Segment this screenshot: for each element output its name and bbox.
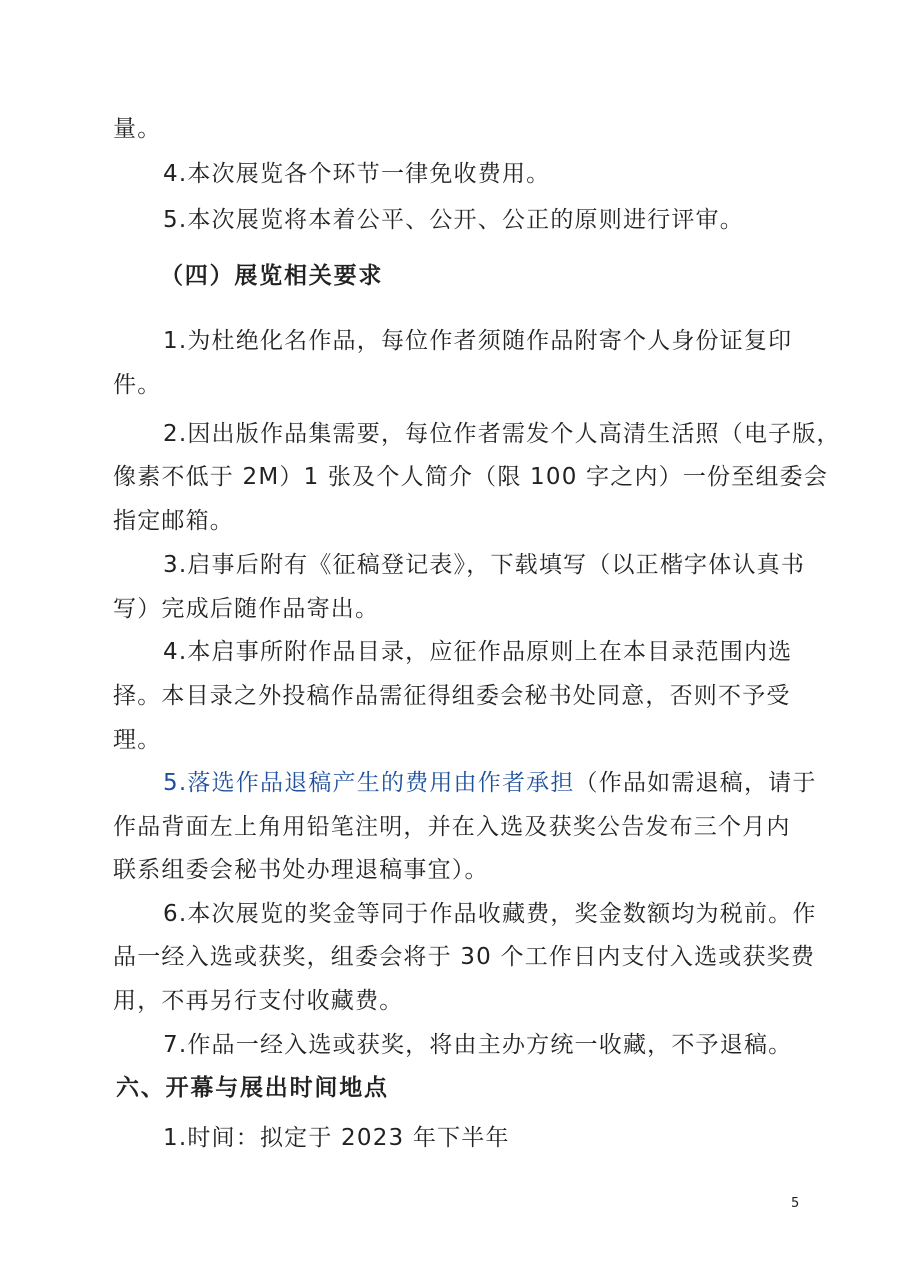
paragraph-line: 品一经入选或获奖，组委会将于 30 个工作日内支付入选或获奖费 [113,944,816,970]
paragraph-line: 1.时间：拟定于 2023 年下半年 [163,1125,510,1151]
paragraph-line: 2.因出版作品集需要，每位作者需发个人高清生活照（电子版， [163,421,841,447]
paragraph-line: 联系组委会秘书处办理退稿事宜）。 [113,857,489,883]
paragraph-line: 7.作品一经入选或获奖，将由主办方统一收藏，不予退稿。 [163,1032,793,1058]
paragraph-line: 像素不低于 2M）1 张及个人简介（限 100 字之内）一份至组委会 [113,464,829,490]
paragraph-line: 写）完成后随作品寄出。 [113,596,380,622]
paragraph-line: 择。本目录之外投稿作品需征得组委会秘书处同意，否则不予受 [113,683,791,709]
paragraph-line: 理。 [113,727,162,753]
highlighted-text: 5.落选作品退稿产生的费用由作者承担 [163,770,575,796]
page-number: 5 [791,1196,800,1211]
paragraph-line: 作品背面左上角用铅笔注明，并在入选及获奖公告发布三个月内 [113,814,791,840]
paragraph-line: 3.启事后附有《征稿登记表》，下载填写（以正楷字体认真书 [163,552,806,578]
paragraph-line: 量。 [113,116,162,142]
section-heading-6: 六、开幕与展出时间地点 [116,1075,389,1101]
paragraph-line: 5.本次展览将本着公平、公开、公正的原则进行评审。 [163,207,744,233]
paragraph-line: 4.本次展览各个环节一律免收费用。 [163,161,551,187]
paragraph-line [163,767,817,799]
paragraph-line: 用，不再另行支付收藏费。 [113,988,404,1014]
section-heading-4: （四）展览相关要求 [160,263,384,289]
paragraph-line: 6.本次展览的奖金等同于作品收藏费，奖金数额均为税前。作 [163,901,817,927]
paragraph-line: 4.本启事所附作品目录，应征作品原则上在本目录范围内选 [163,639,793,665]
paragraph-text: （作品如需退稿，请于 [574,770,817,796]
paragraph-line: 件。 [113,372,162,398]
paragraph-line: 1.为杜绝化名作品，每位作者须随作品附寄个人身份证复印 [163,328,793,354]
paragraph-line: 指定邮箱。 [113,508,234,534]
